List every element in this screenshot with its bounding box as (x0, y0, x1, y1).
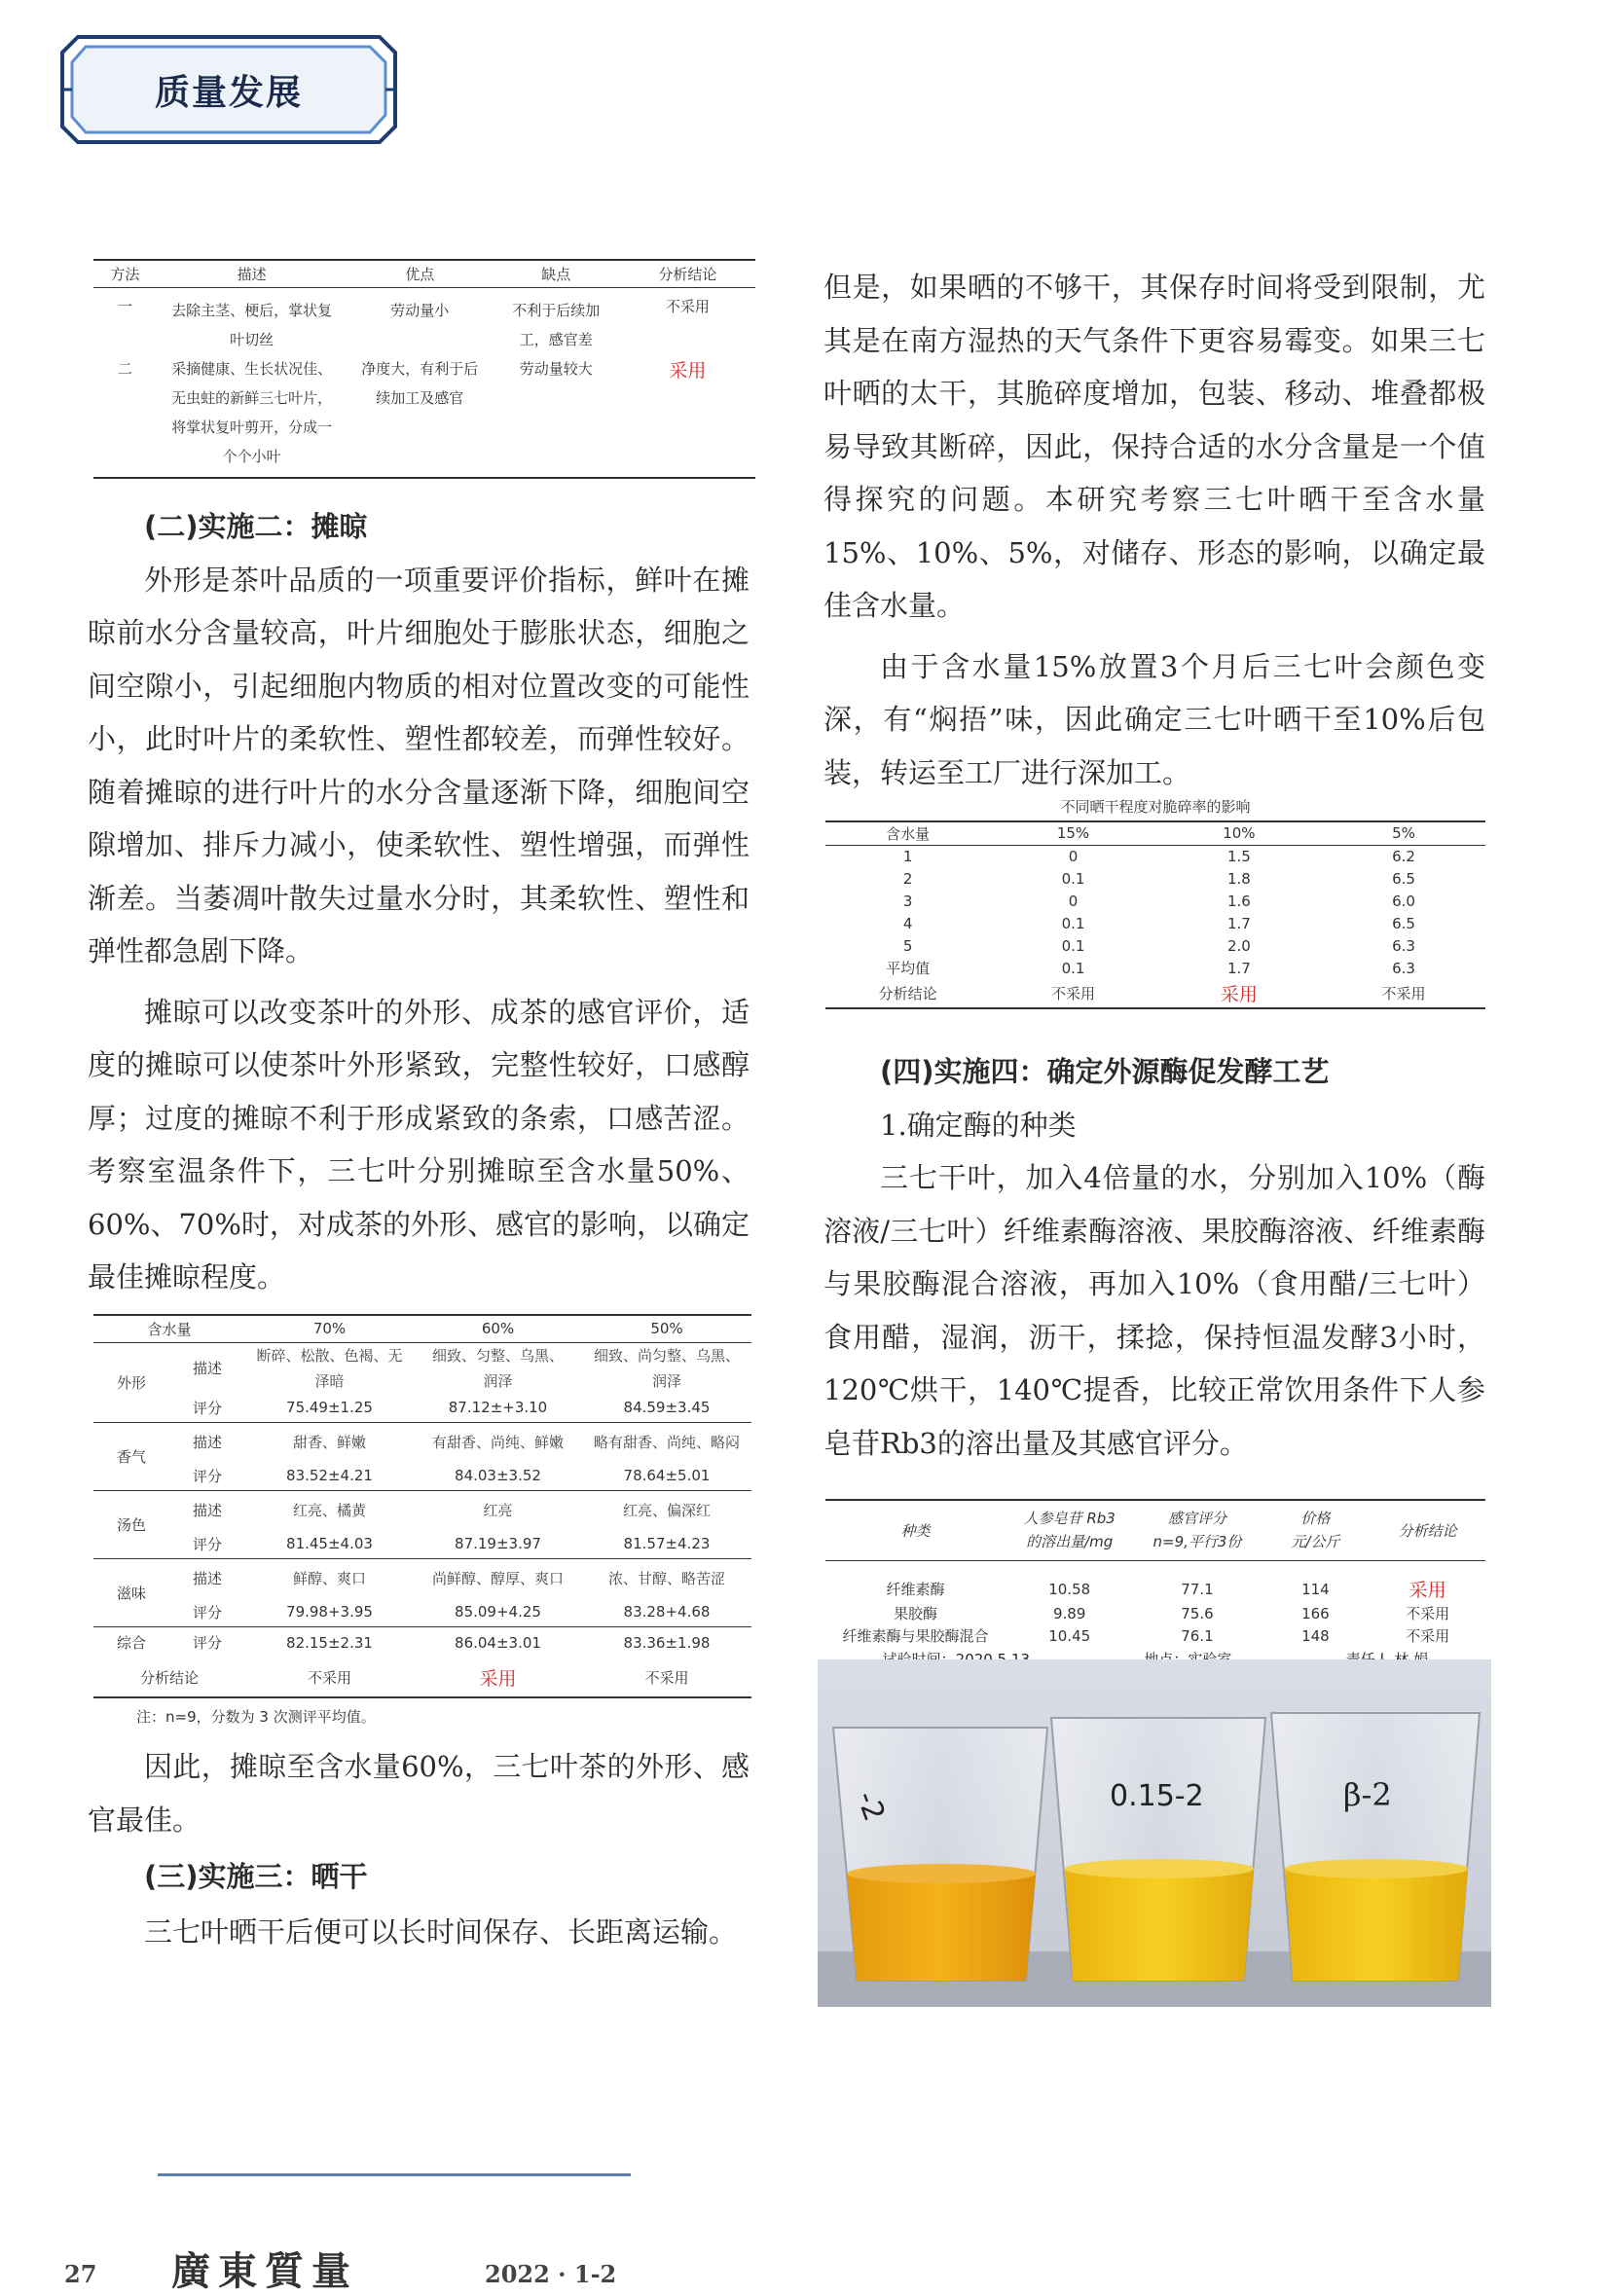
right-column-middle (823, 1045, 1485, 1470)
subheading: 1.确定酶的种类 (880, 1108, 1077, 1142)
table-row: 评分 75.49±1.25 87.12±+3.10 84.59±3.45 (93, 1394, 751, 1423)
enzyme-table: 种类 人参皂苷 Rb3 的溶出量/mg 感官评分 n=9,平行3份 价格 元/公斤 分析结论 纤维素酶 10.58 77.1 114 采用 果胶酶 9.89 75.6 166 不采用 纤维素酶与果胶酶混合 10.45 76.1 148 不采用 (825, 1499, 1485, 1675)
cup-label: -2 (849, 1786, 892, 1826)
table-row: 评分 83.52±4.21 84.03±3.52 78.64±5.01 (93, 1462, 751, 1491)
row-label: 评分 (192, 1399, 222, 1417)
adopt-label: 采用 (1409, 1580, 1446, 1601)
right-column-top (823, 261, 1485, 799)
table-note: 注：n=9，分数为 3 次测评平均值。 (136, 1707, 376, 1726)
table-row: 1 0 1.5 6.2 (902, 847, 1415, 865)
row-label: 描述 (192, 1360, 222, 1377)
section-title: 质量发展 (154, 72, 303, 113)
cup-label: β-2 (1343, 1776, 1392, 1813)
heading-step2: (二)实施二：摊晾 (144, 510, 368, 543)
left-column-bottom (88, 1740, 750, 1958)
table-header: 分析结论 (658, 265, 717, 283)
paragraph: 因此，摊晾至含水量60%，三七叶茶的外形、感官最佳。 (88, 1750, 750, 1837)
table-header: 优点 (405, 265, 435, 283)
paragraph: 摊晾可以改变茶叶的外形、成茶的感官评价，适度的摊晾可以使茶叶外形紧致，完整性较好，口感醇厚；过度的摊晾不利于形成紧致的条索，口感苦涩。考察室温条件下，三七叶分别摊晾至含水量50%、60%、70%时，对成茶的外形、感官的影响，以确定最佳摊晾程度。 (88, 995, 750, 1294)
table-row: 二 采摘健康、生长状况佳、 无虫蛀的新鲜三七叶片， 将掌状复叶剪开，分成一 个个小叶 净度大，有利于后 续加工及感官 劳动量较大 采用 (117, 359, 707, 465)
table-row: 4 0.1 1.7 6.5 (902, 914, 1415, 932)
dryness-table: 不同晒干程度对脆碎率的影响 含水量 15% 10% 5% 1 0 1.5 6.2 2 0.1 1.8 6.5 3 0 1.6 6.0 4 0.1 1.7 6.5 5 0.1 2.0 6.3 平均值 0.1 1.7 6.3 分析结论 不采用 采用 不采用 (825, 796, 1485, 1009)
table-row: 纤维素酶 10.58 77.1 114 采用 (886, 1580, 1446, 1601)
row-group-label: 汤色 (116, 1516, 146, 1534)
issue-number: 2022 · 1-2 (485, 2260, 617, 2288)
heading-step4: (四)实施四：确定外源酶促发酵工艺 (880, 1055, 1330, 1088)
row-label: 评分 (192, 1603, 222, 1622)
row-label: 评分 (192, 1535, 222, 1553)
row-group-label: 外形 (116, 1373, 146, 1392)
table-row: 汤色 描述 红亮、橘黄 红亮 红亮、偏深红 (93, 1491, 751, 1530)
row-label: 描述 (192, 1502, 222, 1520)
adopt-label: 采用 (479, 1667, 517, 1690)
table-row: 一 去除主茎、梗后，掌状复 叶切丝 劳动量小 不利于后续加 工，感官差 不采用 (117, 297, 710, 348)
footer-divider (158, 2173, 631, 2176)
paragraph: 但是，如果晒的不够干，其保存时间将受到限制，尤其是在南方湿热的天气条件下更容易霉变。如果三七叶晒的太干，其脆碎度增加，包装、移动、堆叠都极易导致其断碎，因此，保持合适的水分含量是一个值得探究的问题。本研究考察三七叶晒干至含水量15%、10%、5%，对储存、形态的影响，以确定最佳含水量。 (823, 271, 1485, 622)
row-group-label: 滋味 (116, 1585, 146, 1602)
tea-cups-image (818, 1659, 1491, 2007)
table-row: 果胶酶 9.89 75.6 166 不采用 (893, 1604, 1450, 1622)
row-label: 评分 (192, 1467, 222, 1485)
table-header: 方法 (110, 265, 140, 283)
table-row: 分析结论 不采用 采用 不采用 (878, 984, 1426, 1005)
tea-cups-photo (818, 1659, 1491, 2007)
table-row: 滋味 描述 鲜醇、爽口 尚鲜醇、醇厚、爽口 浓、甘醇、略苦涩 (93, 1559, 751, 1598)
table-row: 分析结论 不采用 采用 不采用 (139, 1667, 689, 1690)
table-row: 评分 79.98+3.95 85.09+4.25 83.28+4.68 (93, 1598, 751, 1627)
table-row: 外形 描述 断碎、松散、色褐、无 泽暗 细致、匀整、乌黑、 润泽 细致、尚匀整、乌黑、 润泽 (93, 1342, 751, 1394)
table-row: 平均值 0.1 1.7 6.3 (886, 959, 1415, 977)
header-badge (58, 33, 399, 146)
spreading-table: 含水量 70% 60% 50% 外形 描述 断碎、松散、色褐、无 泽暗 细致、匀整、乌黑、 润泽 细致、尚匀整、乌黑、 润泽 评分 75.49±1.25 87.12±+3.10 84.59±3.45 香气 描述 甜香、鲜嫩 有甜香、尚纯、鲜嫩 略有甜香、尚纯、略闷 评分 83.52±4.21 84.03±3.52 78.64±5.01 汤色 描述 红亮、橘黄 红亮 红亮、偏深红 评分 81.45±4.03 87.19±3.97 81.57±4.23 滋味 描述 鲜醇、爽口 尚鲜醇、醇厚、爽口 浓、甘醇、略苦涩 评分 79.98+3.95 85.09+4.25 83.28+4.68 综合 评分 82.15±2.31 86.04±3.01 83.36±1.98 分析结论 不采用 采用 不采用 注：n=9，分数为 3 次测评平均值。 (93, 1314, 751, 1727)
heading-step3: (三)实施三：晒干 (144, 1860, 368, 1893)
table-caption: 不同晒干程度对脆碎率的影响 (1060, 798, 1251, 816)
row-label: 描述 (192, 1434, 222, 1452)
method-table (93, 259, 755, 479)
journal-name: 廣東質量 (171, 2248, 358, 2294)
cup-label: 0.15-2 (1110, 1779, 1204, 1813)
table-row: 纤维素酶与果胶酶混合 10.45 76.1 148 不采用 (842, 1626, 1450, 1645)
table-header: 缺点 (541, 265, 571, 283)
table-row: 3 0 1.6 6.0 (902, 892, 1415, 910)
table-row: 5 0.1 2.0 6.3 (902, 936, 1415, 955)
paragraph: 三七叶晒干后便可以长时间保存、长距离运输。 (144, 1914, 738, 1949)
paragraph: 三七干叶，加入4倍量的水，分别加入10%（酶溶液/三七叶）纤维素酶溶液、果胶酶溶液、纤维素酶与果胶酶混合溶液，再加入10%（食用醋/三七叶）食用醋，湿润，沥干，揉捻，保持恒温发酵3小时，120℃烘干，140℃提香，比较正常饮用条件下人参皂苷Rb3的溶出量及其感官评分。 (823, 1161, 1485, 1460)
table-row: 综合 评分 82.15±2.31 86.04±3.01 83.36±1.98 (116, 1633, 711, 1653)
adopt-label: 采用 (1220, 984, 1258, 1005)
row-group-label: 香气 (116, 1448, 146, 1466)
table-header: 描述 (237, 265, 267, 283)
page-number: 27 (64, 2260, 97, 2288)
row-label: 描述 (192, 1570, 222, 1588)
adopt-label: 采用 (669, 359, 707, 382)
table-row: 2 0.1 1.8 6.5 (902, 869, 1415, 888)
paragraph: 由于含水量15%放置3个月后三七叶会颜色变深，有“焖捂”味，因此确定三七叶晒干至10%后包装，转运至工厂进行深加工。 (823, 649, 1485, 789)
table-row: 香气 描述 甜香、鲜嫩 有甜香、尚纯、鲜嫩 略有甜香、尚纯、略闷 (93, 1423, 751, 1462)
table-row: 评分 81.45±4.03 87.19±3.97 81.57±4.23 (93, 1530, 751, 1559)
left-column-top (88, 500, 750, 1304)
paragraph: 外形是茶叶品质的一项重要评价指标，鲜叶在摊晾前水分含量较高，叶片细胞处于膨胀状态，细胞之间空隙小，引起细胞内物质的相对位置改变的可能性小，此时叶片的柔软性、塑性都较差，而弹性较好。随着摊晾的进行叶片的水分含量逐渐下降，细胞间空隙增加、排斥力减小，使柔软性、塑性增强，而弹性渐差。当萎凋叶散失过量水分时，其柔软性、塑性和弹性都急剧下降。 (88, 563, 750, 967)
